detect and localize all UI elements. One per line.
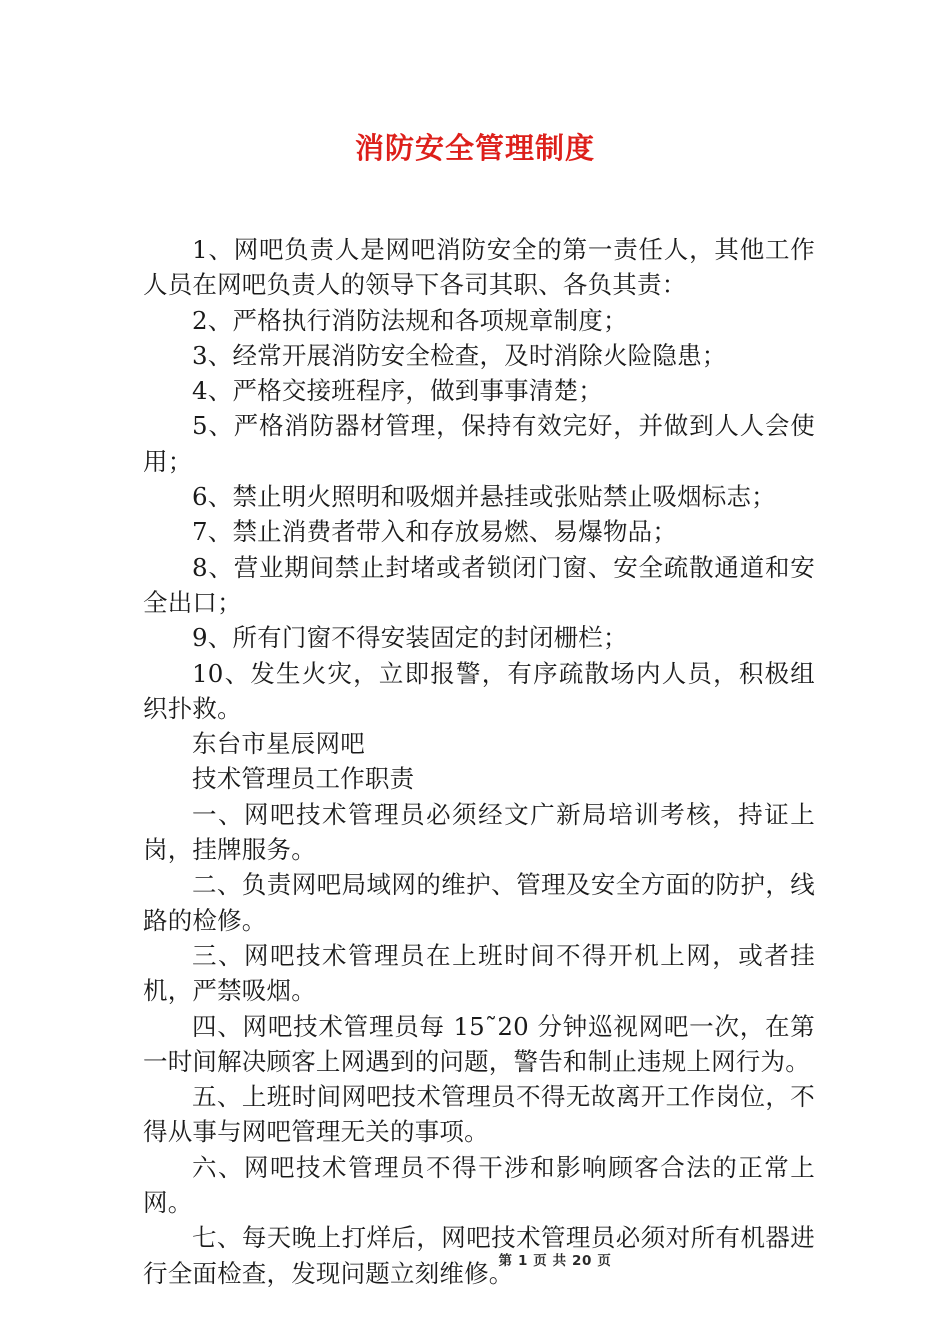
page-number-indicator: 第 1 页 共 20 页: [498, 1253, 612, 1269]
organization-name: 东台市星辰网吧: [192, 729, 365, 759]
fire-rule-item-9: 9、所有门窗不得安装固定的封闭栅栏；: [192, 623, 628, 653]
tech-duty-item-5: 五、上班时间网吧技术管理员不得无故离开工作岗位，不得从事与网吧管理无关的事项。: [143, 1082, 815, 1147]
fire-rule-item-6: 6、禁止明火照明和吸烟并悬挂或张贴禁止吸烟标志；: [192, 482, 776, 512]
fire-rule-item-8: 8、营业期间禁止封堵或者锁闭门窗、安全疏散通道和安全出口；: [143, 552, 815, 617]
tech-duty-item-6: 六、网吧技术管理员不得干涉和影响顾客合法的正常上网。: [143, 1152, 815, 1218]
tech-duty-item-4: 四、网吧技术管理员每 15˜20 分钟巡视网吧一次，在第一时间解决顾客上网遇到的问题，警告和制止违规上网行为。: [143, 1011, 815, 1076]
tech-duty-item-3: 三、网吧技术管理员在上班时间不得开机上网，或者挂机，严禁吸烟。: [143, 940, 815, 1006]
fire-rule-item-5: 5、严格消防器材管理，保持有效完好，并做到人人会使用；: [143, 411, 815, 476]
fire-rule-item-4: 4、严格交接班程序，做到事事清楚；: [192, 376, 603, 406]
tech-duty-item-7: 七、每天晚上打烊后，网吧技术管理员必须对所有机器进行全面检查，发现问题立刻维修。: [143, 1223, 815, 1288]
section-heading-tech-admin: 技术管理员工作职责: [192, 764, 415, 794]
tech-duty-item-2: 二、负责网吧局域网的维护、管理及安全方面的防护，线路的检修。: [143, 870, 815, 935]
page-footer: [0, 1249, 950, 1269]
page-title: 消防安全管理制度: [354, 131, 595, 165]
tech-duty-item-1: 一、网吧技术管理员必须经文广新局培训考核，持证上岗，挂牌服务。: [143, 799, 815, 865]
fire-rule-item-2: 2、严格执行消防法规和各项规章制度；: [192, 305, 628, 335]
fire-rule-item-10: 10、发生火灾，立即报警，有序疏散场内人员，积极组织扑救。: [143, 658, 815, 723]
document-body: [143, 232, 815, 1291]
fire-rule-item-7: 7、禁止消费者带入和存放易燃、易爆物品；: [192, 517, 678, 547]
fire-rule-item-3: 3、经常开展消防安全检查，及时消除火险隐患；: [192, 340, 727, 370]
fire-rule-item-1: 1、网吧负责人是网吧消防安全的第一责任人，其他工作人员在网吧负责人的领导下各司其职、各负其责：: [143, 235, 815, 300]
